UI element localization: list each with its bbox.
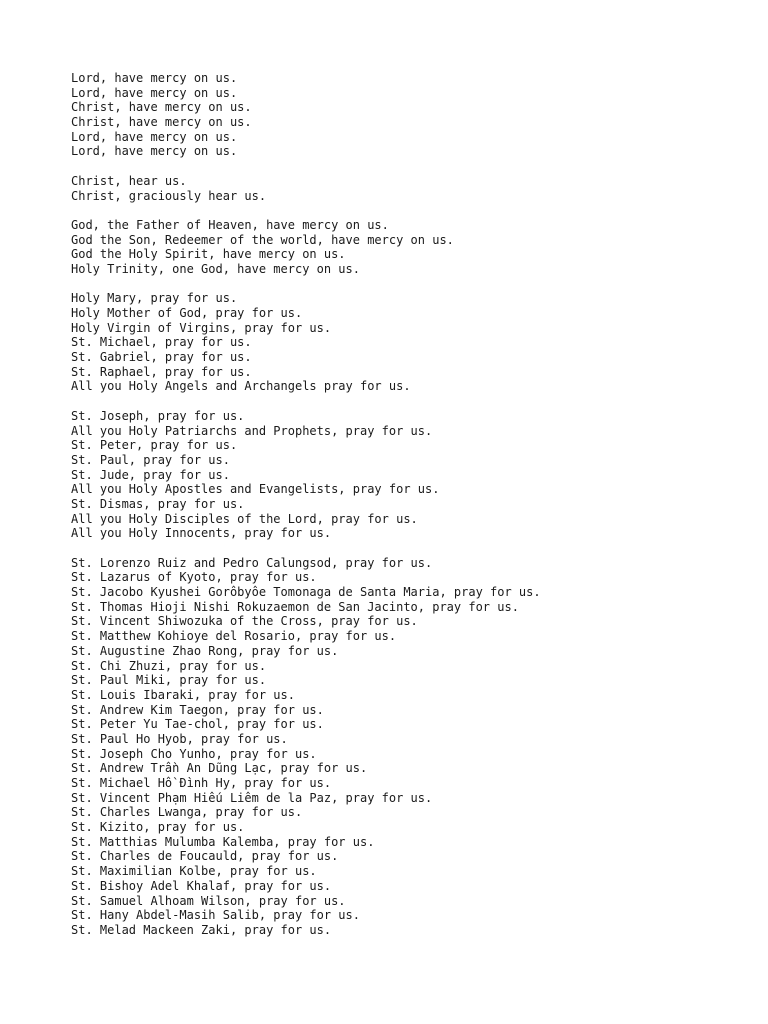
litany-line: St. Charles de Foucauld, pray for us.	[71, 849, 339, 864]
litany-line: St. Hany Abdel-Masih Salib, pray for us.	[71, 908, 360, 923]
litany-line: St. Lazarus of Kyoto, pray for us.	[71, 570, 317, 585]
litany-line: St. Peter, pray for us.	[71, 438, 238, 453]
litany-line: St. Andrew Kim Taegon, pray for us.	[71, 702, 324, 717]
litany-line: God the Holy Spirit, have mercy on us.	[71, 247, 346, 262]
litany-line: St. Gabriel, pray for us.	[71, 350, 252, 365]
litany-line: Lord, have mercy on us.	[71, 144, 238, 159]
litany-line: Christ, have mercy on us.	[71, 100, 252, 115]
litany-line: St. Charles Lwanga, pray for us.	[71, 805, 303, 820]
litany-line: St. Michael Hồ Đình Hy, pray for us.	[71, 776, 332, 790]
litany-line: All you Holy Angels and Archangels pray for us.	[71, 379, 411, 394]
litany-line: Holy Virgin of Virgins, pray for us.	[71, 320, 332, 335]
litany-line: Holy Mary, pray for us.	[71, 291, 238, 306]
litany-line: St. Matthew Kohioye del Rosario, pray for us.	[71, 629, 397, 644]
litany-line: Christ, have mercy on us.	[71, 115, 252, 130]
litany-line: St. Augustine Zhao Rong, pray for us.	[71, 643, 339, 658]
litany-line: Holy Mother of God, pray for us.	[71, 306, 303, 320]
litany-line: St. Andrew Trần An Dũng Lạc, pray for us.	[71, 761, 368, 776]
litany-line: God the Son, Redeemer of the world, have mercy on us.	[71, 232, 454, 247]
litany-line: Lord, have mercy on us.	[71, 129, 238, 144]
litany-line: All you Holy Apostles and Evangelists, pray for us.	[71, 482, 440, 497]
litany-line: St. Thomas Hioji Nishi Rokuzaemon de San Jacinto, pray for us.	[71, 599, 519, 614]
litany-line: St. Chi Zhuzi, pray for us.	[71, 658, 267, 673]
litany-line: St. Joseph Cho Yunho, pray for us.	[71, 746, 317, 761]
litany-line: St. Peter Yu Tae-chol, pray for us.	[71, 717, 324, 732]
litany-line: Holy Trinity, one God, have mercy on us.	[71, 261, 360, 276]
litany-line: St. Matthias Mulumba Kalemba, pray for us.	[71, 834, 375, 849]
litany-line: St. Michael, pray for us.	[71, 335, 252, 350]
litany-document	[71, 71, 751, 952]
litany-line: St. Jacobo Kyushei Gorôbyôe Tomonaga de Santa Maria, pray for us.	[71, 585, 541, 600]
litany-line: Lord, have mercy on us.	[71, 85, 238, 100]
litany-line: St. Maximilian Kolbe, pray for us.	[71, 864, 317, 879]
litany-line: God, the Father of Heaven, have mercy on us.	[71, 217, 389, 232]
litany-line: St. Paul Ho Hyob, pray for us.	[71, 731, 288, 746]
litany-line: St. Vincent Phạm Hiếu Liêm de la Paz, pray for us.	[71, 790, 433, 805]
stanza	[71, 291, 751, 394]
litany-line: Christ, hear us.	[71, 173, 187, 188]
litany-line: St. Jude, pray for us.	[71, 467, 230, 482]
litany-line: St. Lorenzo Ruiz and Pedro Calungsod, pray for us.	[71, 555, 433, 570]
litany-line: St. Samuel Alhoam Wilson, pray for us.	[71, 893, 346, 908]
litany-line: St. Dismas, pray for us.	[71, 496, 245, 511]
litany-line: All you Holy Innocents, pray for us.	[71, 526, 332, 541]
litany-line: St. Louis Ibaraki, pray for us.	[71, 687, 295, 702]
litany-line: St. Paul, pray for us.	[71, 452, 230, 467]
stanza	[71, 218, 751, 277]
litany-line: St. Raphael, pray for us.	[71, 364, 252, 379]
litany-line: St. Vincent Shiwozuka of the Cross, pray for us.	[71, 614, 418, 629]
stanza	[71, 409, 751, 541]
litany-line: All you Holy Patriarchs and Prophets, pray for us.	[71, 423, 433, 438]
stanza	[71, 556, 751, 938]
litany-line: Lord, have mercy on us.	[71, 71, 238, 85]
litany-line: St. Kizito, pray for us.	[71, 820, 245, 835]
stanza	[71, 174, 751, 203]
litany-line: St. Paul Miki, pray for us.	[71, 673, 267, 688]
litany-line: St. Melad Mackeen Zaki, pray for us.	[71, 922, 332, 937]
litany-line: St. Joseph, pray for us.	[71, 408, 245, 423]
litany-line: Christ, graciously hear us.	[71, 188, 267, 203]
stanza	[71, 71, 751, 159]
litany-line: St. Bishoy Adel Khalaf, pray for us.	[71, 878, 332, 893]
litany-line: All you Holy Disciples of the Lord, pray for us.	[71, 511, 418, 526]
